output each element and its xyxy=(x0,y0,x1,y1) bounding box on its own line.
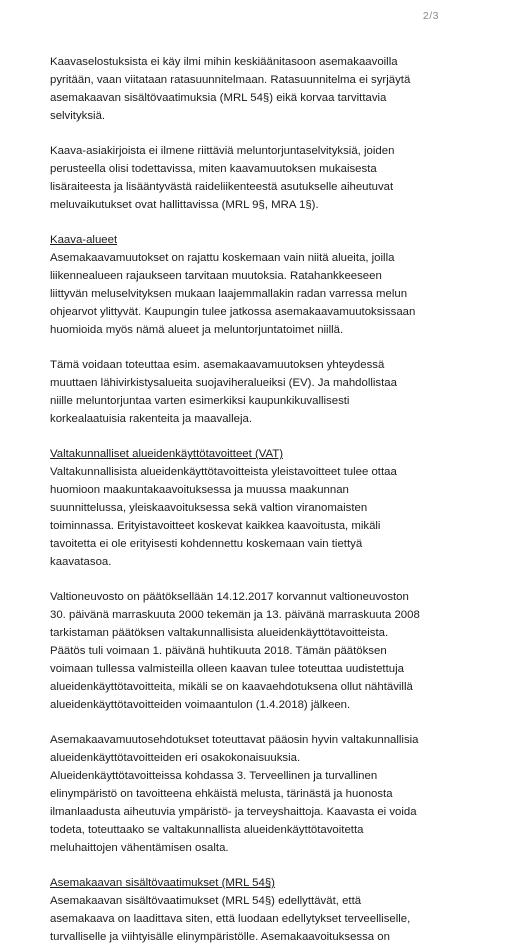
text-line: turvalliselle ja viihtyisälle elinympäristölle. Asemakaavoituksessa on xyxy=(50,931,390,943)
paragraph-gap xyxy=(50,571,470,588)
text-line: meluhaittojen vähentämisen osalta. xyxy=(50,842,229,854)
text-line: huomioida myös nämä alueet ja meluntorjuntatoimet niillä. xyxy=(50,324,344,336)
text-line: huomioon maakuntakaavoituksessa ja muussa maakunnan xyxy=(50,484,349,496)
section-kaava-alueet xyxy=(50,231,470,339)
text-line: alueidenkäyttötavoitteiden eri osakokonaisuuksia. xyxy=(50,752,301,764)
text-line: perusteella olisi todettavissa, miten kaavamuutoksen mukaisesta xyxy=(50,163,377,175)
section-heading: Kaava-alueet xyxy=(50,234,118,246)
text-line: tavoitetta ei ole erityisesti kohdennettu koskemaan vain tiettyä xyxy=(50,538,363,550)
text-line: toiminnassa. Erityistavoitteet koskevat kaikkea kaavoitusta, mikäli xyxy=(50,520,381,532)
text-line: Asemakaavamuutosehdotukset toteuttavat pääosin hyvin valtakunnallisia xyxy=(50,734,419,746)
text-line: todeta, toteuttaako se valtakunnallista alueidenkäyttötavoitetta xyxy=(50,824,364,836)
text-line: 30. päivänä marraskuuta 2000 tekemän ja 13. päivänä marraskuuta 2008 xyxy=(50,609,420,621)
text-line: Päätös tuli voimaan 1. päivänä huhtikuuta 2018. Tämän päätöksen xyxy=(50,645,387,657)
text-line: ilmanlaadusta aiheutuvia ympäristö- ja terveyshaittoja. Kaavasta ei voida xyxy=(50,806,417,818)
text-line: Tämä voidaan toteuttaa esim. asemakaavamuutoksen yhteydessä xyxy=(50,359,385,371)
text-line: suunnittelussa, yleiskaavoituksessa sekä valtion viranomaisten xyxy=(50,502,368,514)
text-line: asemakaava on laadittava siten, että luodaan edellytykset terveelliselle, xyxy=(50,913,411,925)
text-line: Kaavaselostuksista ei käy ilmi mihin keskiäänitasoon asemakaavoilla xyxy=(50,56,398,68)
text-line: korkealaatuisia rakenteita ja maavalleja. xyxy=(50,413,252,425)
para-4 xyxy=(50,588,470,714)
paragraph-gap xyxy=(50,125,470,142)
text-line: liittyvän meluselvityksen mukaan laajemmallakin radan varressa melun xyxy=(50,288,408,300)
text-line: lisäraiteesta ja lisääntyvästä raideliikenteestä asutukselle aiheutuvat xyxy=(50,181,394,193)
section-heading: Valtakunnalliset alueidenkäyttötavoitteet (VAT) xyxy=(50,448,283,460)
para-2 xyxy=(50,142,470,214)
text-line: alueidenkäyttötavoitteiden voimaantulon (1.4.2018) jälkeen. xyxy=(50,699,351,711)
document-body xyxy=(50,53,470,946)
paragraph-gap xyxy=(50,214,470,231)
text-line: Asemakaavamuutokset on rajattu koskemaan vain niitä alueita, joilla xyxy=(50,252,395,264)
paragraph-gap xyxy=(50,428,470,445)
text-line: kaavatasoa. xyxy=(50,556,112,568)
text-line: tarkistaman päätöksen valtakunnallisista alueidenkäyttötavoitteista. xyxy=(50,627,389,639)
paragraph-gap xyxy=(50,714,470,731)
text-line: ohjearvot ylittyvät. Kaupungin tulee jatkossa asemakaavamuutoksissaan xyxy=(50,306,416,318)
paragraph-gap xyxy=(50,339,470,356)
text-line: pyritään, vaan viitataan ratasuunnitelmaan. Ratasuunnitelma ei syrjäytä xyxy=(50,74,411,86)
text-line: selvityksiä. xyxy=(50,110,106,122)
page-number: 2/3 xyxy=(422,10,439,22)
text-line: voimaan tullessa valmisteilla olleen kaavan tulee toteuttaa uudistettuja xyxy=(50,663,404,675)
text-line: Alueidenkäyttötavoitteissa kohdassa 3. Terveellinen ja turvallinen xyxy=(50,770,378,782)
text-line: meluvaikutukset ovat hallittavissa (MRL 9§, MRA 1§). xyxy=(50,199,319,211)
para-3 xyxy=(50,356,470,428)
section-mrl54 xyxy=(50,874,470,946)
paragraph-gap xyxy=(50,857,470,874)
text-line: alueidenkäyttötavoitteita, mikäli se on kaavaehdotuksena ollut nähtävillä xyxy=(50,681,413,693)
text-line: niille meluntorjuntaa varten esimerkiksi kaupunkikuvallisesti xyxy=(50,395,350,407)
text-line: elinympäristö on tavoitteena ehkäistä melusta, tärinästä ja huonosta xyxy=(50,788,393,800)
para-1 xyxy=(50,53,470,125)
text-line: muuttaen lähivirkistysalueita suojaviheralueiksi (EV). Ja mahdollistaa xyxy=(50,377,397,389)
text-line: Valtioneuvosto on päätöksellään 14.12.2017 korvannut valtioneuvoston xyxy=(50,591,409,603)
text-line: Valtakunnallisista alueidenkäyttötavoitteista yleistavoitteet tulee ottaa xyxy=(50,466,397,478)
text-line: Kaava-asiakirjoista ei ilmene riittäviä meluntorjuntaselvityksiä, joiden xyxy=(50,145,395,157)
text-line: Asemakaavan sisältövaatimukset (MRL 54§) edellyttävät, että xyxy=(50,895,362,907)
para-5 xyxy=(50,731,470,857)
section-heading: Asemakaavan sisältövaatimukset (MRL 54§) xyxy=(50,877,275,889)
text-line: asemakaavan sisältövaatimuksia (MRL 54§) eikä korvaa tarvittavia xyxy=(50,92,387,104)
section-vat xyxy=(50,445,470,571)
text-line: liikennealueen rajaukseen tarvitaan muutoksia. Ratahankkeeseen xyxy=(50,270,382,282)
